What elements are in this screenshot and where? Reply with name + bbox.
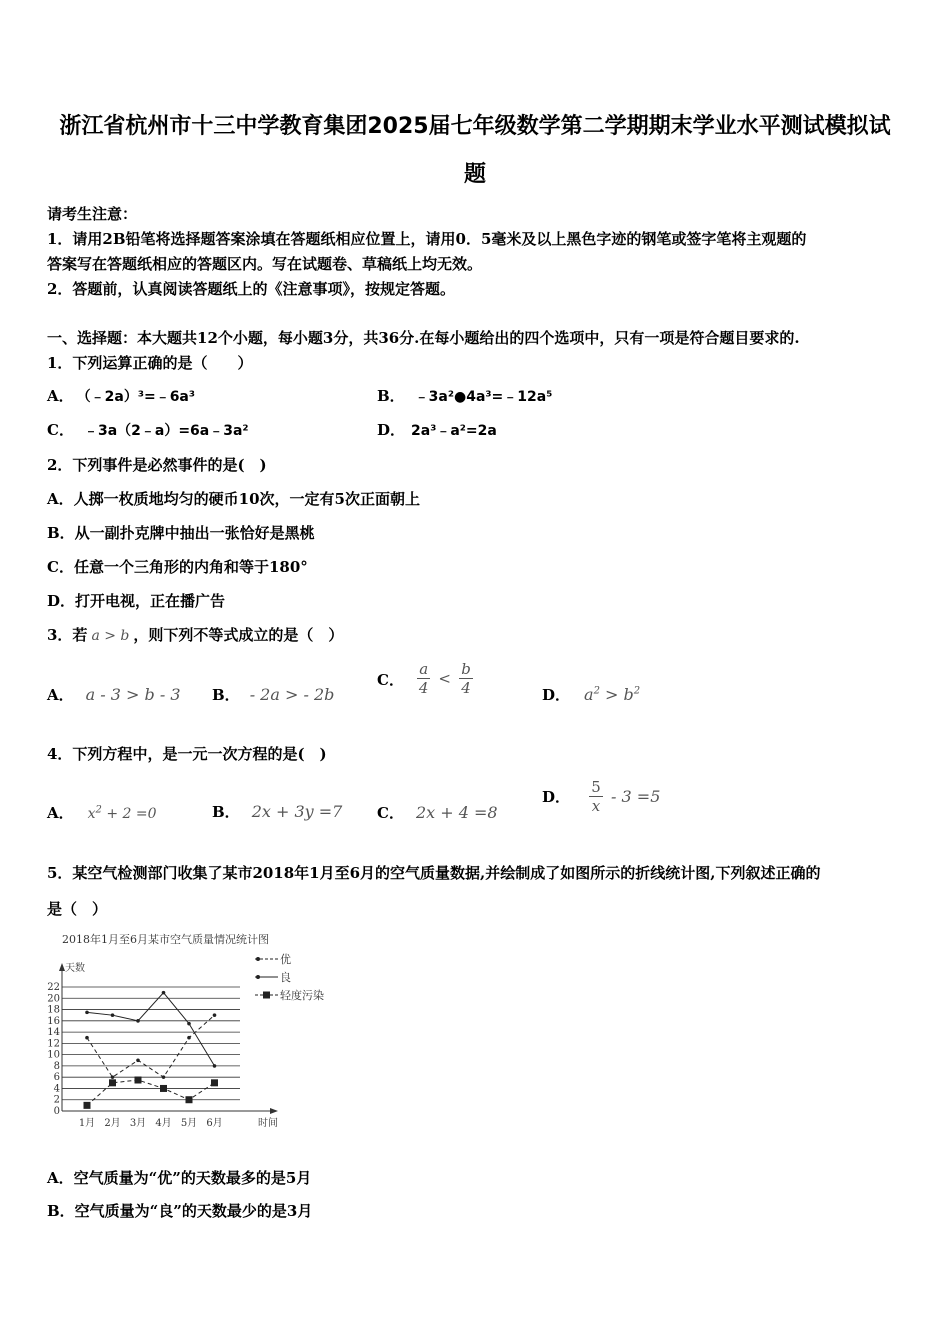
y-tick-label: 22 [47,982,60,993]
y-tick-label: 4 [53,1083,60,1095]
data-point [84,1102,91,1109]
page-title-cont: 题 [463,162,486,187]
q1-option-c: C． ﹣3a（2﹣a）=6a﹣3a² [47,421,249,439]
notice-item-1: 1．请用2B铅笔将选择题答案涂填在答题纸相应位置上，请用0．5毫米及以上黑色字迹的钢笔或签字笔将主观题的 [47,230,807,248]
q1-option-b: B． ﹣3a²●4a³=﹣12a⁵ [377,387,553,405]
air-quality-chart [40,925,340,1135]
q2-stem: 2．下列事件是必然事件的是( ) [47,456,267,474]
q1-option-a: A． （﹣2a）³=﹣6a³ [47,387,196,405]
data-point [187,1022,191,1026]
x-tick-label: 6月 [206,1118,223,1129]
data-point [213,1013,217,1017]
data-point [162,991,166,995]
y-tick-label: 8 [53,1060,60,1072]
y-tick-label: 12 [47,1038,60,1050]
q2-option-d: D．打开电视，正在播广告 [47,592,226,610]
q5-option-b: B．空气质量为“良”的天数最少的是3月 [47,1202,313,1220]
legend-label: 轻度污染 [280,989,324,1002]
notice-item-2: 2．答题前，认真阅读答题纸上的《注意事项》，按规定答题。 [47,280,455,298]
series-line-2 [87,1080,215,1105]
q3-option-d: D． $a^2 > b^2$ [542,685,641,704]
x-tick-label: 4月 [155,1118,172,1129]
x-tick-label: 3月 [129,1118,147,1129]
x-axis-arrow [270,1108,278,1114]
q2-option-a: A．人掷一枚质地均匀的硬币10次，一定有5次正面朝上 [47,490,420,508]
x-tick-label: 5月 [180,1118,198,1129]
data-point [136,1019,140,1023]
q4-stem: 4．下列方程中，是一元一次方程的是( ) [47,745,327,763]
data-point [85,1036,89,1040]
q4-option-a: A． $x^2 + 2 =0$ [47,804,157,822]
data-point [111,1075,115,1079]
q2-option-b: B．从一副扑克牌中抽出一张恰好是黑桃 [47,524,315,542]
q4-option-c: C． 2x + 4 =8 [377,803,498,822]
q1-stem: 1．下列运算正确的是（ ） [47,354,253,372]
x-axis-label: 时间 [258,1118,278,1129]
q5-option-a: A．空气质量为“优”的天数最多的是5月 [47,1169,312,1187]
data-point [213,1064,217,1068]
data-point [211,1079,218,1086]
legend-marker [263,992,270,999]
y-tick-label: 2 [53,1094,60,1106]
data-point [111,1013,115,1017]
y-tick-label: 16 [47,1015,60,1027]
y-tick-label: 6 [53,1072,60,1084]
q3-stem: 3．若 a > b ，则下列不等式成立的是（ ） [47,626,344,644]
legend-label: 良 [280,971,291,984]
q3-option-a: A． a - 3 > b - 3 [47,685,181,704]
notice-heading: 请考生注意： [47,205,138,223]
page-title: 浙江省杭州市十三中学教育集团2025届七年级数学第二学期期末学业水平测试模拟试 [59,114,891,139]
data-point [109,1079,116,1086]
x-tick-label: 2月 [104,1118,121,1129]
q5-stem-cont: 是（ ） [47,900,108,918]
legend-label: 优 [280,953,291,966]
q3-option-b: B． - 2a > - 2b [212,685,335,704]
data-point [162,1075,166,1079]
x-tick-label: 1月 [78,1118,96,1129]
q5-stem: 5．某空气检测部门收集了某市2018年1月至6月的空气质量数据,并绘制成了如图所示的折线统计图,下列叙述正确的 [47,864,821,882]
q4-option-b: B． 2x + 3y =7 [212,802,343,821]
q1-option-d: D． 2a³﹣a²=2a [377,421,497,439]
y-axis-label: 天数 [65,963,85,974]
y-tick-label: 10 [47,1049,60,1061]
y-tick-label: 14 [47,1027,60,1039]
data-point [85,1011,89,1015]
q2-option-c: C．任意一个三角形的内角和等于180° [47,558,308,576]
chart-title: 2018年1月至6月某市空气质量情况统计图 [62,933,269,946]
data-point [186,1096,193,1103]
y-tick-label: 20 [47,993,60,1005]
series-line-0 [87,1015,215,1077]
data-point [187,1036,191,1040]
q3-option-c: C． $\frac{a}{4}$ < $\frac{b}{4}$ [377,660,471,697]
data-point [160,1085,167,1092]
data-point [135,1077,142,1084]
section-heading: 一、选择题：本大题共12个小题，每小题3分，共36分.在每小题给出的四个选项中，只有一项是符合题目要求的. [47,329,800,347]
y-tick-label: 18 [47,1004,60,1016]
notice-item-1-cont: 答案写在答题纸相应的答题区内。写在试题卷、草稿纸上均无效。 [47,255,483,273]
q4-option-d: D． $\frac{5}{x}$ - 3 =5 [542,778,661,815]
y-tick-label: 0 [53,1106,60,1117]
legend-marker [256,975,260,979]
data-point [136,1058,140,1062]
legend-marker [256,957,260,961]
